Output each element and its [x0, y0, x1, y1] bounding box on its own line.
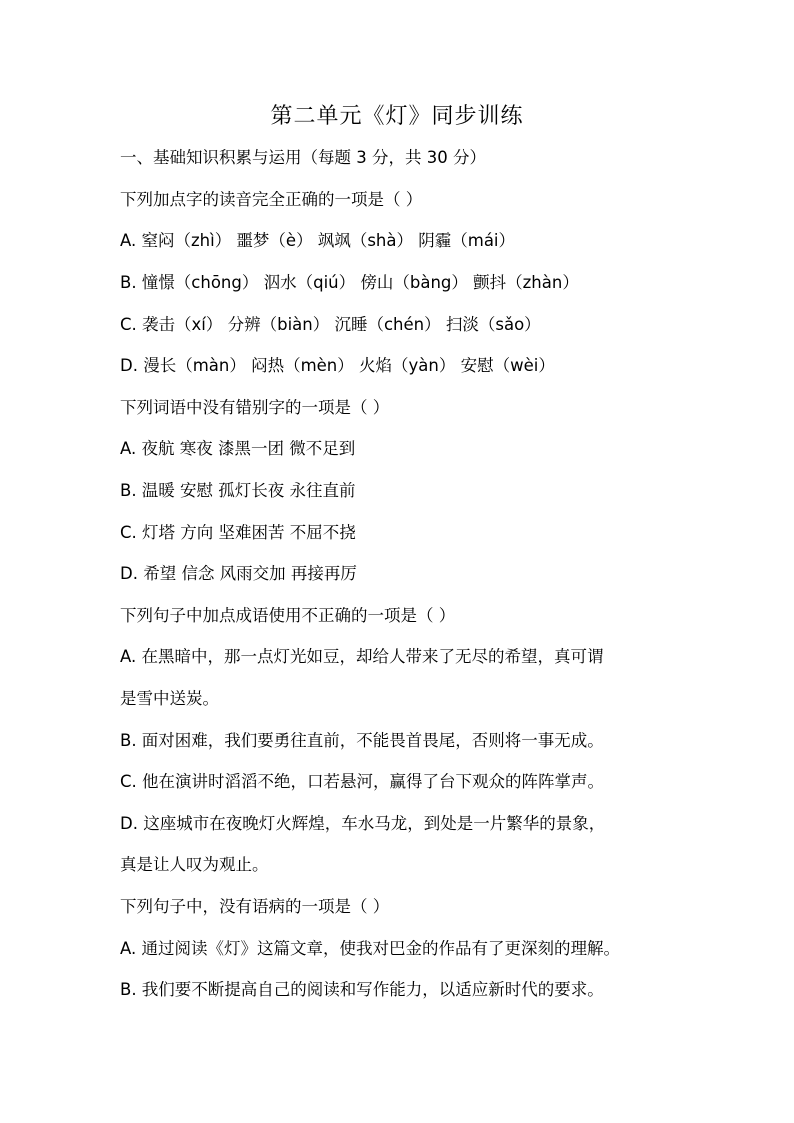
page-title: 第二单元《灯》同步训练: [270, 104, 524, 129]
question-1-option-c: C. 袭击（xí） 分辨（biàn） 沉睡（chén） 扫淡（sǎo）: [120, 315, 541, 334]
question-3-option-c: C. 他在演讲时滔滔不绝，口若悬河，赢得了台下观众的阵阵掌声。: [120, 772, 605, 791]
question-3-option-d-continued: 真是让人叹为观止。: [120, 855, 269, 874]
question-1-option-d: D. 漫长（màn） 闷热（mèn） 火焰（yàn） 安慰（wèi）: [120, 356, 555, 375]
question-2-stem: 下列词语中没有错别字的一项是（ ）: [120, 398, 390, 417]
question-1-option-b: B. 憧憬（chōng） 泅水（qiú） 傍山（bàng） 颤抖（zhàn）: [120, 273, 579, 292]
question-1-option-a: A. 窒闷（zhì） 噩梦（è） 飒飒（shà） 阴霾（mái）: [120, 231, 516, 250]
question-3-option-b: B. 面对困难，我们要勇往直前，不能畏首畏尾，否则将一事无成。: [120, 731, 604, 750]
question-2-option-d: D. 希望 信念 风雨交加 再接再厉: [120, 564, 357, 583]
question-4-option-a: A. 通过阅读《灯》这篇文章，使我对巴金的作品有了更深刻的理解。: [120, 939, 620, 958]
question-3-option-d: D. 这座城市在夜晚灯火辉煌，车水马龙，到处是一片繁华的景象，: [120, 814, 606, 833]
question-2-option-c: C. 灯塔 方向 坚难困苦 不屈不挠: [120, 523, 356, 542]
question-4-stem: 下列句子中，没有语病的一项是（ ）: [120, 897, 390, 916]
question-2-option-b: B. 温暖 安慰 孤灯长夜 永往直前: [120, 481, 356, 500]
section-heading: 一、基础知识积累与运用（每题 3 分，共 30 分）: [120, 148, 486, 167]
question-3-stem: 下列句子中加点成语使用不正确的一项是（ ）: [120, 606, 456, 625]
question-3-option-a: A. 在黑暗中，那一点灯光如豆，却给人带来了无尽的希望，真可谓: [120, 647, 604, 666]
question-3-option-a-continued: 是雪中送炭。: [120, 689, 219, 708]
question-2-option-a: A. 夜航 寒夜 漆黑一团 微不足到: [120, 439, 356, 458]
question-4-option-b: B. 我们要不断提高自己的阅读和写作能力，以适应新时代的要求。: [120, 980, 604, 999]
question-1-stem: 下列加点字的读音完全正确的一项是（ ）: [120, 190, 423, 209]
